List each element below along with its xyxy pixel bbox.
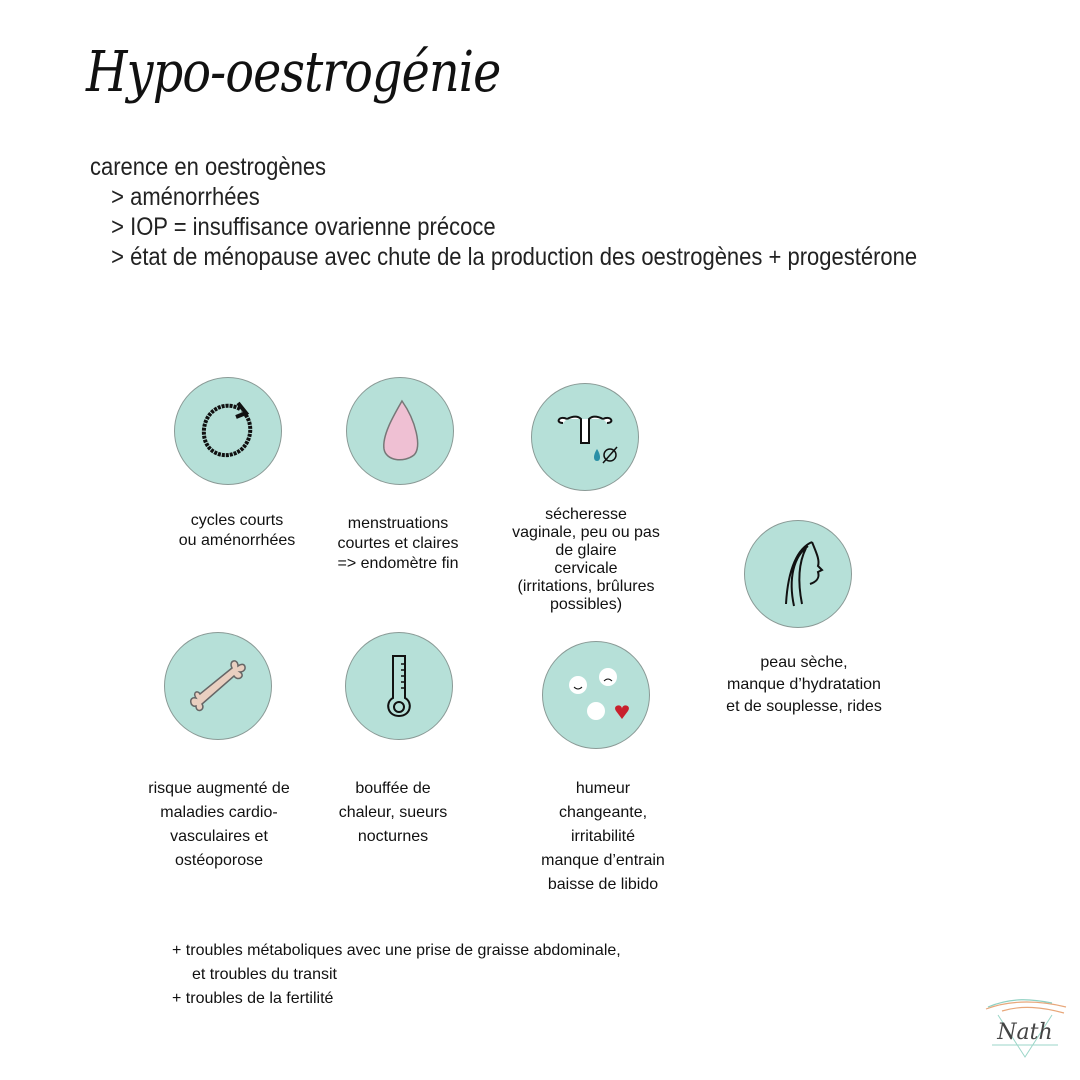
caption-bone: risque augmenté de maladies cardio- vasculaires et ostéoporose xyxy=(148,780,290,869)
intro-item: > aménorrhées xyxy=(111,183,260,211)
blood-drop-icon xyxy=(346,377,454,485)
extra-notes: + troubles métaboliques avec une prise de graisse abdominale, et troubles du transit + troubles de la fertilité xyxy=(172,942,621,1007)
page-title: Hypo-oestrogénie xyxy=(86,40,501,105)
svg-text:Nath: Nath xyxy=(997,1020,1053,1045)
caption-dryness: sécheresse vaginale, peu ou pas de glaire cervicale (irritations, brûlures possibles) xyxy=(512,506,660,613)
mood-faces-icon xyxy=(542,641,650,749)
caption-menstruations: menstruations courtes et claires => endomètre fin xyxy=(337,515,459,572)
caption-skin: peau sèche, manque d’hydratation et de souplesse, rides xyxy=(726,654,882,715)
woman-profile-icon xyxy=(744,520,852,628)
intro-heading: carence en oestrogènes xyxy=(90,153,327,181)
caption-hot-flashes: bouffée de chaleur, sueurs nocturnes xyxy=(338,780,448,845)
nath-logo xyxy=(982,995,1068,1070)
bone-icon xyxy=(164,632,272,740)
thermometer-icon xyxy=(345,632,453,740)
cycle-arrow-icon xyxy=(174,377,282,485)
caption-mood: humeur changeante, irritabilité manque d’entrain baisse de libido xyxy=(541,780,665,893)
intro-item: > état de ménopause avec chute de la production des oestrogènes + progestérone xyxy=(111,243,918,271)
intro-item: > IOP = insuffisance ovarienne précoce xyxy=(111,213,496,241)
intro xyxy=(90,152,917,272)
caption-cycles: cycles courts ou aménorrhées xyxy=(178,512,296,549)
uterus-dryness-icon xyxy=(531,383,639,491)
